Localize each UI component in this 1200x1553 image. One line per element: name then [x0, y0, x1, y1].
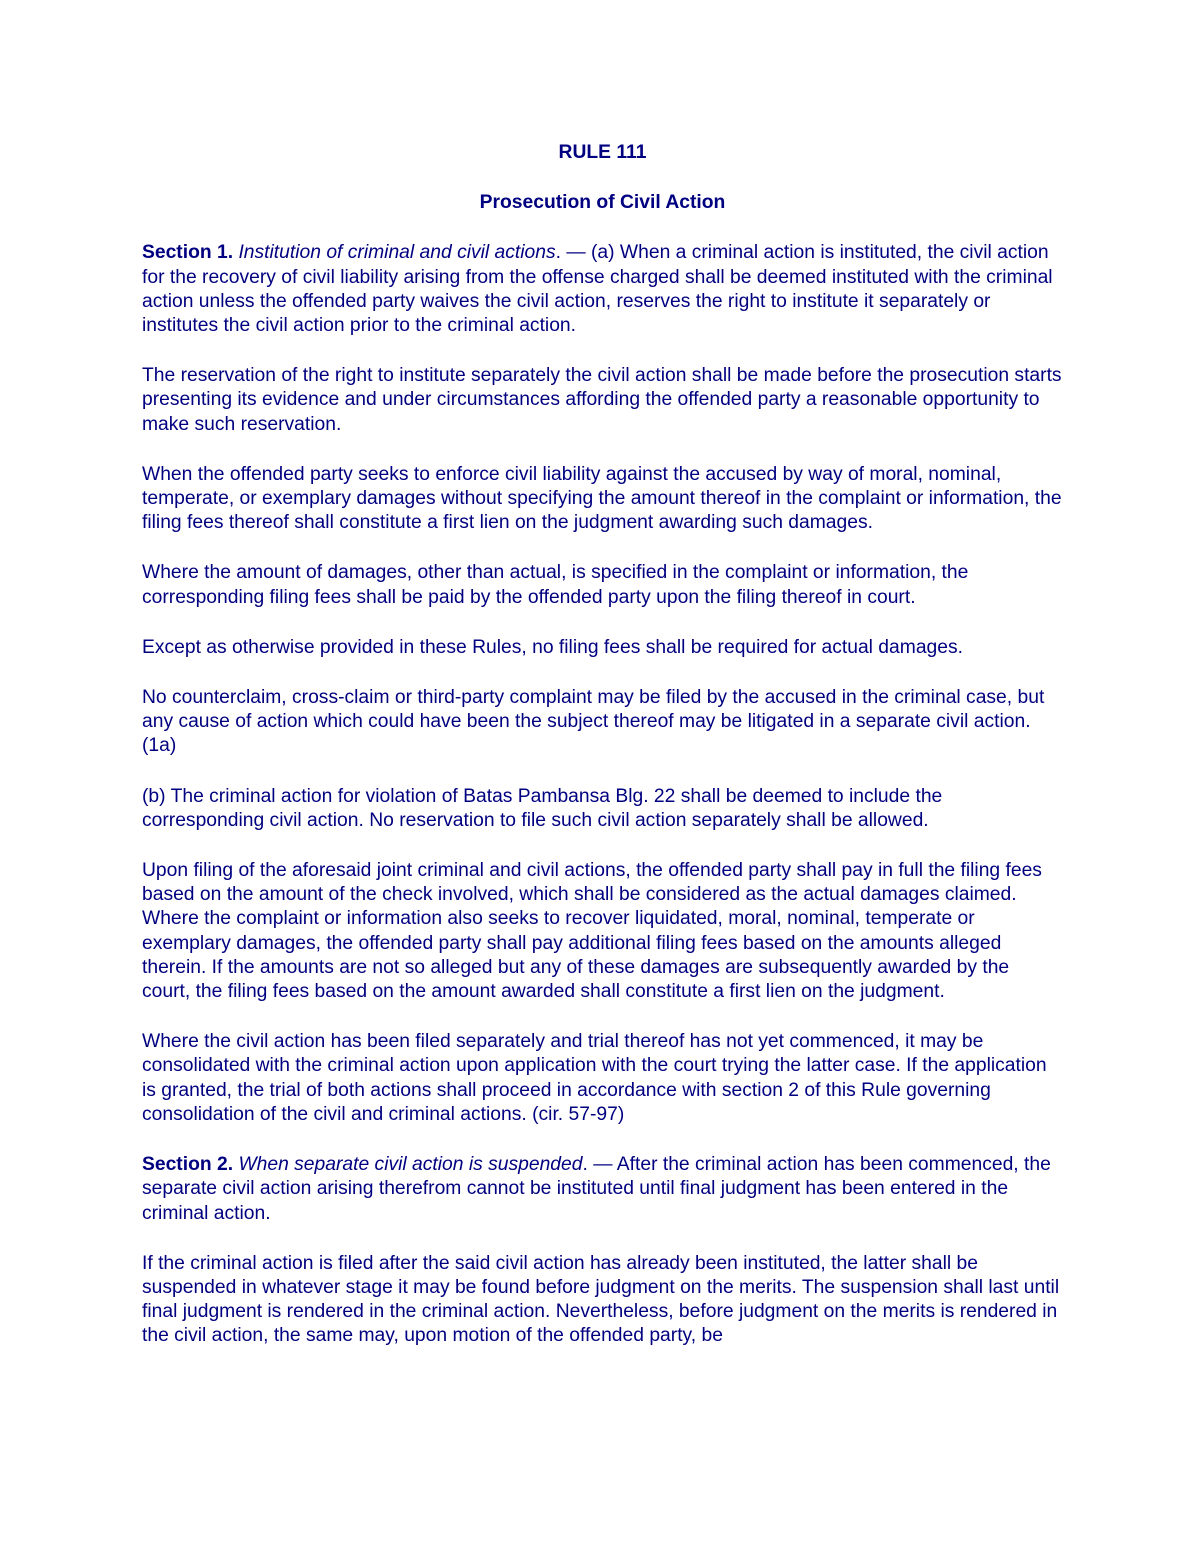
section-1-paragraph [142, 241, 1062, 338]
paragraph: When the offended party seeks to enforce civil liability against the accused by way of moral, nominal, temperate, or exemplary damages without specifying the amount thereof in the complaint or information, the filing fees thereof shall constitute a first lien on the judgment awarding such damages. [142, 463, 1062, 534]
paragraph: Where the amount of damages, other than actual, is specified in the complaint or information, the corresponding filing fees shall be paid by the offended party upon the filing thereof in court. [142, 562, 969, 608]
paragraph: If the criminal action is filed after the said civil action has already been instituted, the latter shall be suspended in whatever stage it may be found before judgment on the merits. The suspension shall last until final judgment is rendered in the criminal action. Nevertheless, before judgment on the merits is rendered in the civil action, the same may, upon motion of the offended party, be [142, 1252, 1060, 1347]
section-1-number: Section 1. [142, 242, 234, 264]
section-2-text: . — After the criminal action has been commenced, the separate civil action arising therefrom cannot be instituted until final judgment has been entered in the criminal action. [142, 1154, 1051, 1224]
paragraph: (b) The criminal action for violation of Batas Pambansa Blg. 22 shall be deemed to include the corresponding civil action. No reservation to file such civil action separately shall be allowed. [142, 785, 943, 831]
section-1-title: Institution of criminal and civil actions [238, 242, 556, 264]
section-1-text: . — (a) When a criminal action is instituted, the civil action for the recovery of civil liability arising from the offense charged shall be deemed instituted with the criminal action unless the offended party waives the civil action, reserves the right to institute it separately or institutes the civil action prior to the criminal action. [142, 242, 1053, 337]
section-2-number: Section 2. [142, 1154, 234, 1176]
rule-title: RULE 111 [558, 142, 647, 163]
section-2-paragraph [142, 1153, 1062, 1226]
paragraph: Upon filing of the aforesaid joint criminal and civil actions, the offended party shall pay in full the filing fees based on the amount of the check involved, which shall be considered as the actual damages claimed. Where the complaint or information also seeks to recover liquidated, moral, nominal, temperate or exemplary damages, the offended party shall pay additional filing fees based on the amounts alleged therein. If the amounts are not so alleged but any of these damages are subsequently awarded by the court, the filing fees based on the amount awarded shall constitute a first lien on the judgment. [142, 860, 1042, 1003]
rule-subtitle: Prosecution of Civil Action [479, 192, 726, 214]
section-2-title: When separate civil action is suspended [238, 1154, 583, 1176]
document-page [142, 141, 1062, 1375]
paragraph: Where the civil action has been filed separately and trial thereof has not yet commenced, it may be consolidated with the criminal action upon application with the court trying the latter case. If the application is granted, the trial of both actions shall proceed in accordance with section 2 of this Rule governing consolidation of the civil and criminal actions. (cir. 57-97) [142, 1031, 1047, 1125]
paragraph: No counterclaim, cross-claim or third-party complaint may be filed by the accused in the criminal case, but any cause of action which could have been the subject thereof may be litigated in a separate civil action. (1a) [142, 687, 1045, 757]
paragraph: The reservation of the right to institute separately the civil action shall be made before the prosecution starts presenting its evidence and under circumstances affording the offended party a reasonable opportunity to make such reservation. [142, 365, 1062, 435]
paragraph: Except as otherwise provided in these Rules, no filing fees shall be required for actual damages. [142, 636, 963, 658]
